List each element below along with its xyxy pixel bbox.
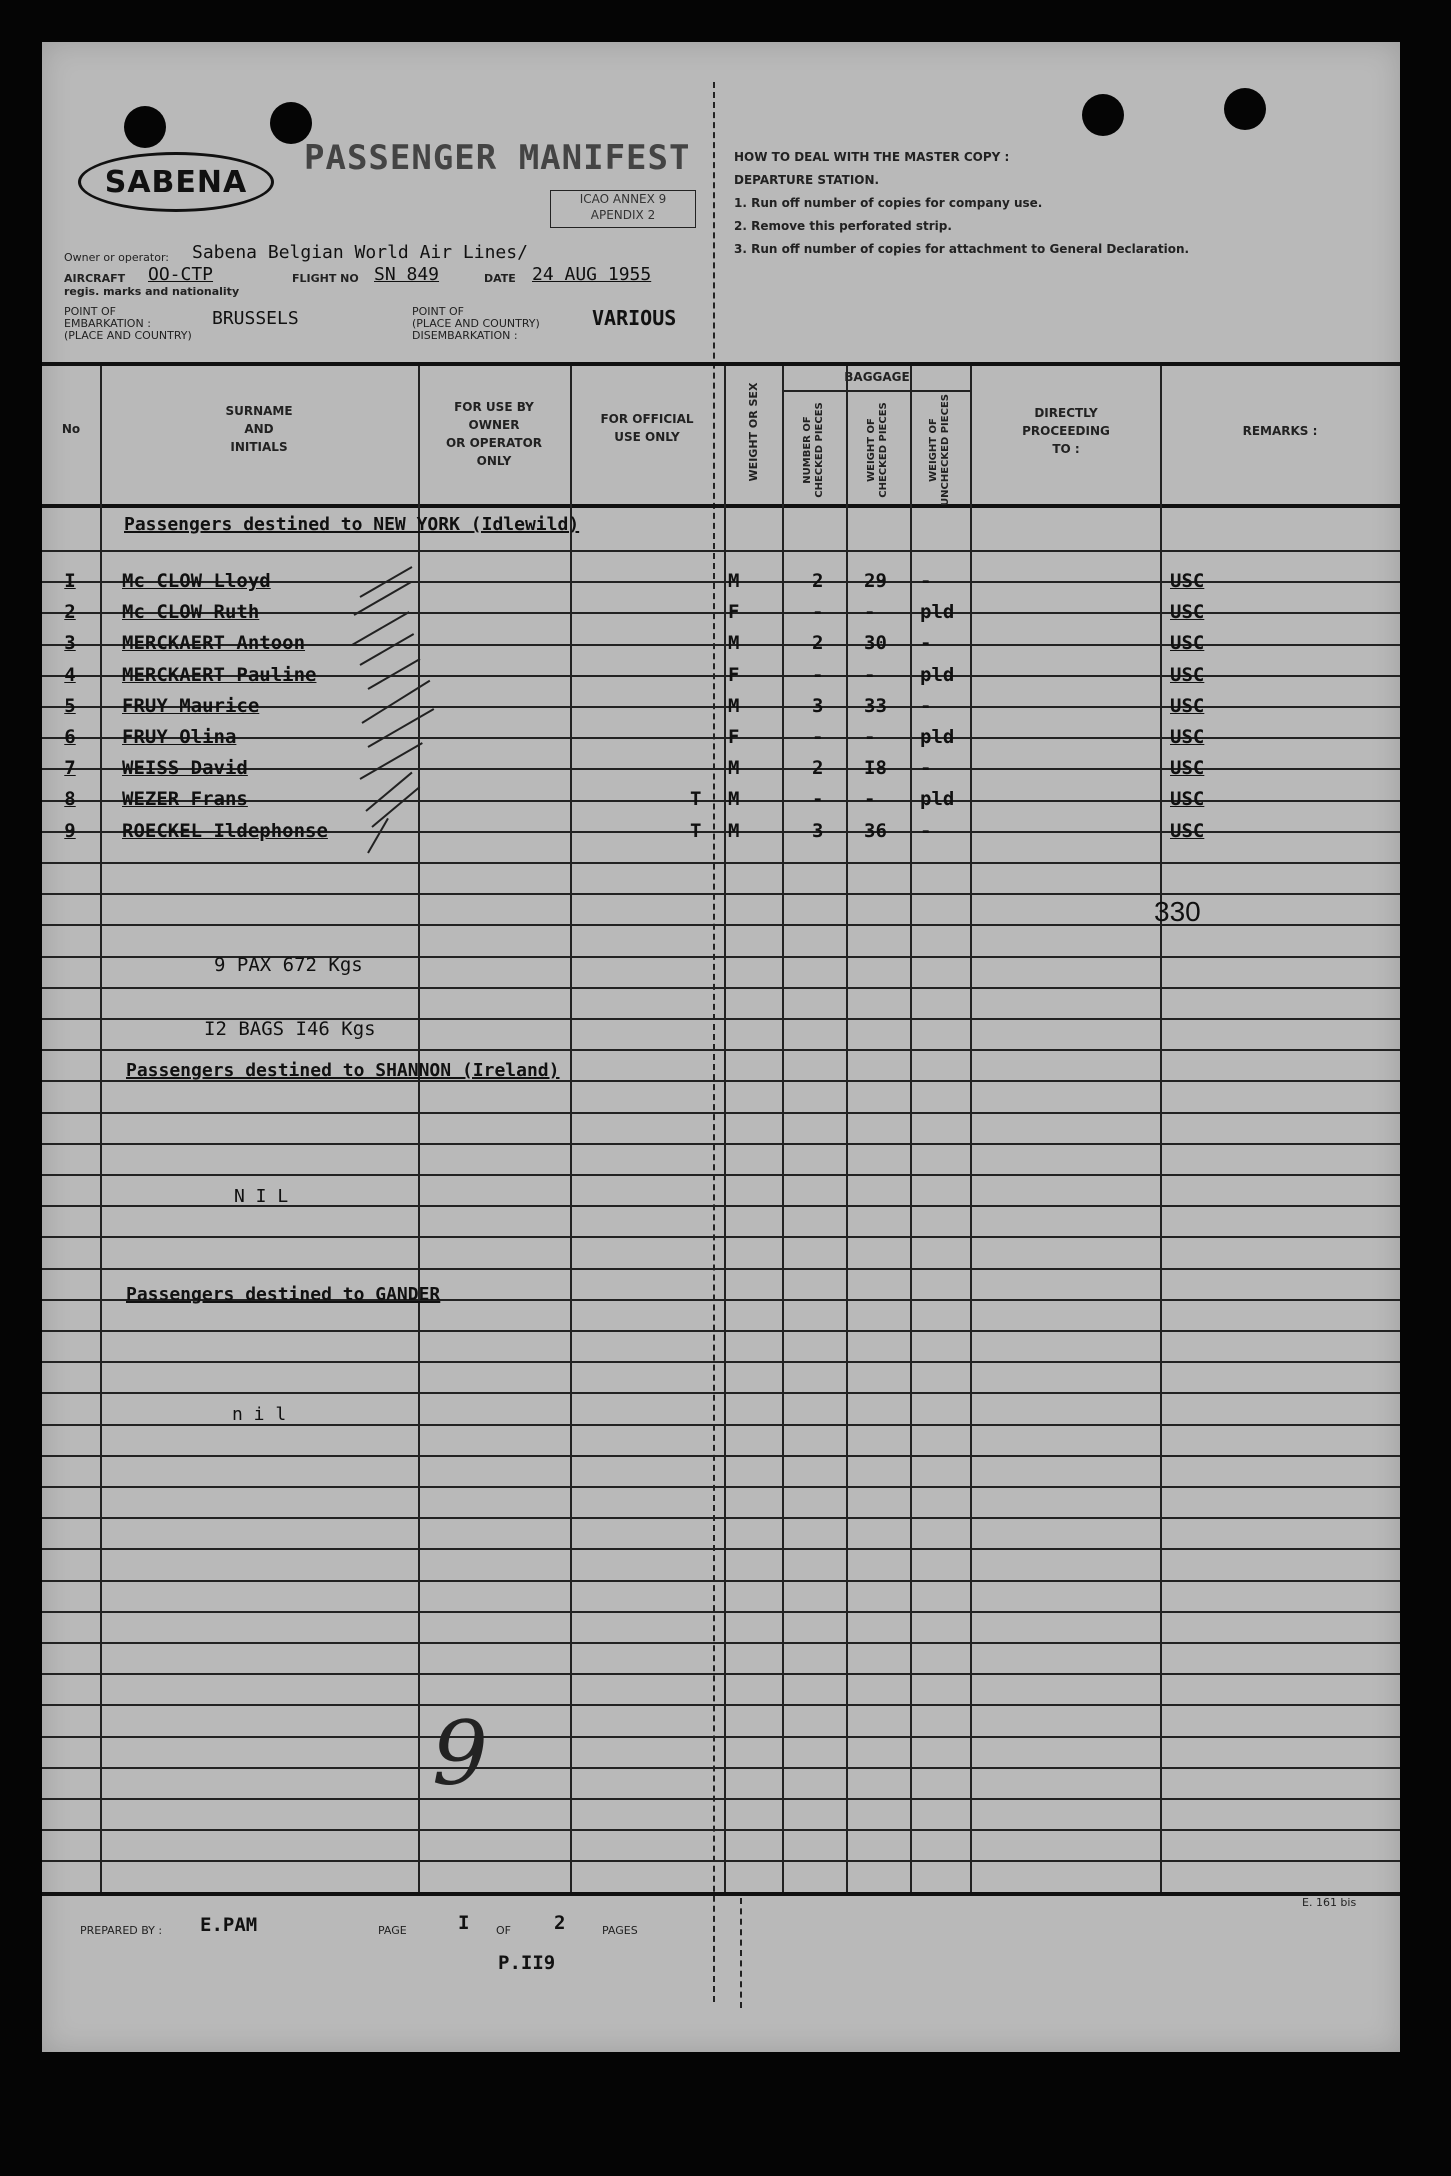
ruled-line	[42, 1486, 1400, 1488]
ruled-line	[42, 1268, 1400, 1270]
passenger-number: 4	[64, 664, 76, 686]
passenger-number: 2	[64, 601, 76, 623]
table-bottom-border	[42, 1892, 1400, 1896]
prepared-by-label: PREPARED BY :	[80, 1924, 163, 1937]
col-header-num-checked: NUMBER OF CHECKED PIECES	[802, 402, 825, 498]
check-mark-stroke	[360, 633, 415, 666]
section-heading-shannon: Passengers destined to SHANNON (Ireland)	[126, 1060, 560, 1081]
ruled-line	[42, 893, 1400, 895]
passenger-name: Mc CLOW Ruth	[122, 601, 260, 623]
col-header-surname: SURNAME AND INITIALS	[225, 404, 293, 454]
passenger-remarks: USC	[1170, 632, 1205, 654]
flight-label: FLIGHT NO	[292, 272, 359, 285]
col-divider	[846, 366, 848, 1892]
checked-pieces: -	[812, 601, 824, 623]
ruled-line	[42, 1611, 1400, 1613]
checked-weight: -	[864, 788, 876, 810]
col-header-official-use: FOR OFFICIAL USE ONLY	[600, 412, 694, 444]
passenger-name: ROECKEL Ildephonse	[122, 820, 328, 842]
embark-value: BRUSSELS	[212, 308, 299, 329]
check-mark-stroke	[365, 772, 412, 812]
ruled-line	[42, 1049, 1400, 1051]
checked-weight: 36	[864, 820, 887, 842]
punch-hole	[1082, 94, 1124, 136]
checked-pieces: 3	[812, 695, 824, 717]
ruled-line	[42, 1455, 1400, 1457]
master-copy-instructions: HOW TO DEAL WITH THE MASTER COPY : DEPARTURE STATION. 1. Run off number of copies for company use. 2. Remove this perforated strip. 3. Run off number of copies for attachment to General Declaration.	[734, 150, 1190, 256]
col-header-directly: DIRECTLY PROCEEDING TO :	[1022, 406, 1110, 456]
passenger-number: I	[64, 570, 76, 592]
ruled-line	[42, 1642, 1400, 1644]
check-mark-stroke	[371, 786, 420, 827]
ruled-line	[42, 1798, 1400, 1800]
ruled-line	[42, 1330, 1400, 1332]
aircraft-value: OO-CTP	[148, 264, 214, 285]
ruled-line	[42, 1704, 1400, 1706]
col-header-baggage: BAGGAGE	[844, 370, 910, 384]
unchecked-weight: pld	[920, 601, 955, 623]
ruled-line	[42, 1392, 1400, 1394]
checked-weight: I8	[864, 757, 887, 779]
col-header-weight-sex: WEIGHT OR SEX	[747, 382, 760, 482]
passenger-sex: F	[728, 601, 740, 623]
passenger-name: WEZER Frans	[122, 788, 248, 810]
passenger-number: 6	[64, 726, 76, 748]
passenger-remarks: USC	[1170, 695, 1205, 717]
unchecked-weight: -	[920, 695, 932, 717]
perforation-line	[713, 82, 715, 2002]
date-value: 24 AUG 1955	[532, 264, 652, 285]
ruled-line	[42, 1517, 1400, 1519]
ruled-line	[42, 1236, 1400, 1238]
checked-weight: 30	[864, 632, 887, 654]
date-label: DATE	[484, 272, 516, 285]
col-header-remarks: REMARKS :	[1242, 424, 1318, 438]
check-mark-stroke	[368, 658, 421, 690]
disemb-value: VARIOUS	[592, 306, 677, 330]
ruled-line	[42, 1673, 1400, 1675]
sabena-logo: SABENA	[78, 152, 274, 212]
passenger-name: MERCKAERT Antoon	[122, 632, 306, 654]
prepared-by-value: E.PAM	[200, 1914, 258, 1936]
passenger-sex: M	[728, 757, 740, 779]
check-mark-stroke	[360, 742, 423, 780]
official-mark: T	[690, 820, 702, 842]
ruled-line	[42, 1174, 1400, 1176]
table-top-border	[42, 362, 1400, 366]
of-value: 2	[554, 1912, 566, 1934]
handwritten-count: 9	[432, 1702, 488, 1805]
passenger-sex: M	[728, 820, 740, 842]
ruled-line	[42, 1736, 1400, 1738]
summary-pax: 9 PAX 672 Kgs	[214, 954, 363, 976]
col-header-weight-unchecked: WEIGHT OF UNCHECKED PIECES	[928, 394, 951, 506]
col-divider	[1160, 366, 1162, 1892]
section-heading-new-york: Passengers destined to NEW YORK (Idlewild)	[124, 514, 580, 535]
check-mark-stroke	[354, 581, 412, 616]
punch-hole	[124, 106, 166, 148]
checked-weight: 29	[864, 570, 887, 592]
manifest-sheet	[42, 42, 1400, 2052]
punch-hole	[1224, 88, 1266, 130]
passenger-sex: F	[728, 726, 740, 748]
checked-pieces: 2	[812, 632, 824, 654]
passenger-name: WEISS David	[122, 757, 248, 779]
section-gander-nil: n i l	[232, 1404, 287, 1425]
passenger-remarks: USC	[1170, 757, 1205, 779]
section-shannon-nil: N I L	[234, 1186, 289, 1207]
col-divider	[782, 366, 784, 1892]
col-header-weight-checked: WEIGHT OF CHECKED PIECES	[866, 402, 889, 498]
checked-weight: -	[864, 726, 876, 748]
checked-pieces: 2	[812, 570, 824, 592]
unchecked-weight: pld	[920, 726, 955, 748]
pages-label: PAGES	[602, 1924, 638, 1937]
ruled-line	[42, 1143, 1400, 1145]
ruled-line	[42, 1860, 1400, 1862]
ruled-line	[42, 1580, 1400, 1582]
ruled-line	[42, 550, 1400, 552]
reference-number: P.II9	[498, 1952, 556, 1974]
passenger-sex: F	[728, 664, 740, 686]
unchecked-weight: -	[920, 632, 932, 654]
embark-label: POINT OF EMBARKATION : (PLACE AND COUNTRY)	[64, 305, 192, 342]
footer-divider	[740, 1898, 742, 2008]
passenger-sex: M	[728, 570, 740, 592]
unchecked-weight: pld	[920, 788, 955, 810]
ruled-line	[42, 1548, 1400, 1550]
aircraft-label: AIRCRAFT	[64, 272, 126, 285]
passenger-name: MERCKAERT Pauline	[122, 664, 317, 686]
passenger-number: 5	[64, 695, 76, 717]
icao-line-1: ICAO ANNEX 9	[579, 192, 667, 206]
unchecked-weight: -	[920, 757, 932, 779]
icao-box	[550, 190, 696, 228]
passenger-number: 3	[64, 632, 76, 654]
checked-pieces: 2	[812, 757, 824, 779]
passenger-remarks: USC	[1170, 788, 1205, 810]
checked-pieces: -	[812, 726, 824, 748]
page-label: PAGE	[378, 1924, 407, 1937]
section-heading-gander: Passengers destined to GANDER	[126, 1284, 441, 1305]
ruled-line	[42, 1112, 1400, 1114]
checked-weight: -	[864, 601, 876, 623]
passenger-number: 8	[64, 788, 76, 810]
passenger-remarks: USC	[1170, 570, 1205, 592]
ruled-line	[42, 862, 1400, 864]
ruled-line	[42, 987, 1400, 989]
passenger-name: FRUY Olina	[122, 726, 237, 748]
checked-pieces: -	[812, 664, 824, 686]
col-divider	[910, 366, 912, 1892]
of-label: OF	[496, 1924, 511, 1937]
checked-weight: 33	[864, 695, 887, 717]
col-divider	[418, 366, 420, 1892]
header-bottom-border	[42, 504, 1400, 508]
owner-label: Owner or operator:	[64, 251, 169, 264]
owner-value: Sabena Belgian World Air Lines/	[192, 242, 528, 263]
passenger-sex: M	[728, 632, 740, 654]
passenger-remarks: USC	[1170, 726, 1205, 748]
passenger-remarks: USC	[1170, 664, 1205, 686]
passenger-remarks: USC	[1170, 601, 1205, 623]
passenger-sex: M	[728, 788, 740, 810]
ruled-line	[42, 1361, 1400, 1363]
col-divider	[970, 366, 972, 1892]
icao-line-2: APENDIX 2	[590, 208, 656, 222]
flight-value: SN 849	[374, 264, 440, 285]
regis-label: regis. marks and nationality	[64, 285, 240, 298]
col-divider	[724, 366, 726, 1892]
passenger-sex: M	[728, 695, 740, 717]
col-divider	[100, 366, 102, 1892]
passenger-remarks: USC	[1170, 820, 1205, 842]
page-value: I	[458, 1912, 470, 1934]
passenger-name: Mc CLOW Lloyd	[122, 570, 271, 592]
col-divider	[570, 366, 572, 1892]
col-header-owner-use: FOR USE BY OWNER OR OPERATOR ONLY	[445, 400, 543, 468]
passenger-number: 9	[64, 820, 76, 842]
ruled-line	[42, 1829, 1400, 1831]
form-code: E. 161 bis	[1302, 1896, 1357, 1909]
checked-weight: -	[864, 664, 876, 686]
unchecked-weight: -	[920, 570, 932, 592]
passenger-name: FRUY Maurice	[122, 695, 260, 717]
checked-pieces: -	[812, 788, 824, 810]
disemb-label: POINT OF (PLACE AND COUNTRY) DISEMBARKATION :	[412, 305, 540, 342]
checked-pieces: 3	[812, 820, 824, 842]
page-title: PASSENGER MANIFEST	[304, 138, 691, 178]
remarks-total: 330	[1154, 896, 1201, 927]
unchecked-weight: -	[920, 820, 932, 842]
passenger-number: 7	[64, 757, 76, 779]
official-mark: T	[690, 788, 702, 810]
summary-bags: I2 BAGS I46 Kgs	[204, 1018, 376, 1040]
ruled-line	[42, 1767, 1400, 1769]
unchecked-weight: pld	[920, 664, 955, 686]
col-header-no: No	[61, 422, 81, 436]
